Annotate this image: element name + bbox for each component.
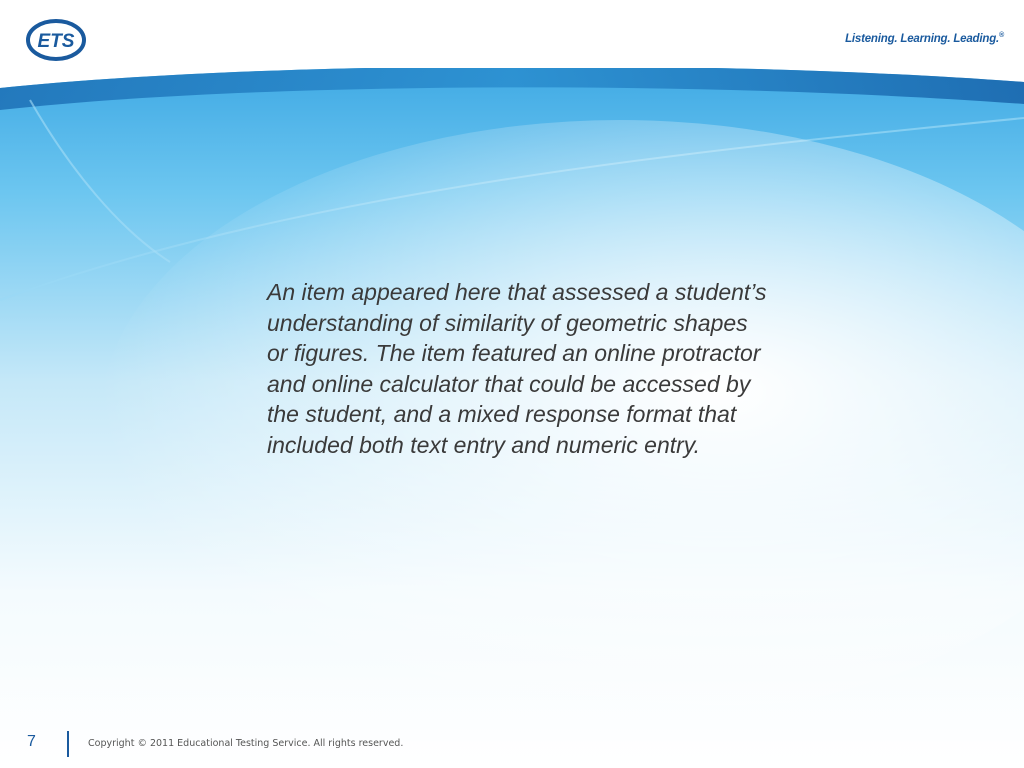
copyright-notice: Copyright © 2011 Educational Testing Service. All rights reserved.	[88, 738, 404, 749]
footer-divider	[67, 731, 69, 757]
page-number: 7	[27, 733, 36, 750]
item-description: An item appeared here that assessed a student’s understanding of similarity of geometric shapes or figures. The item featured an online protractor and online calculator that could be accessed by the student, and a mixed response format that included both text entry and numeric entry.	[267, 279, 767, 458]
registered-mark: ®	[999, 32, 1004, 39]
tagline-text: Listening. Learning. Leading.	[845, 32, 1000, 45]
ets-logo	[26, 18, 90, 62]
logo-text: ETS	[37, 31, 75, 52]
tagline	[845, 32, 1004, 45]
